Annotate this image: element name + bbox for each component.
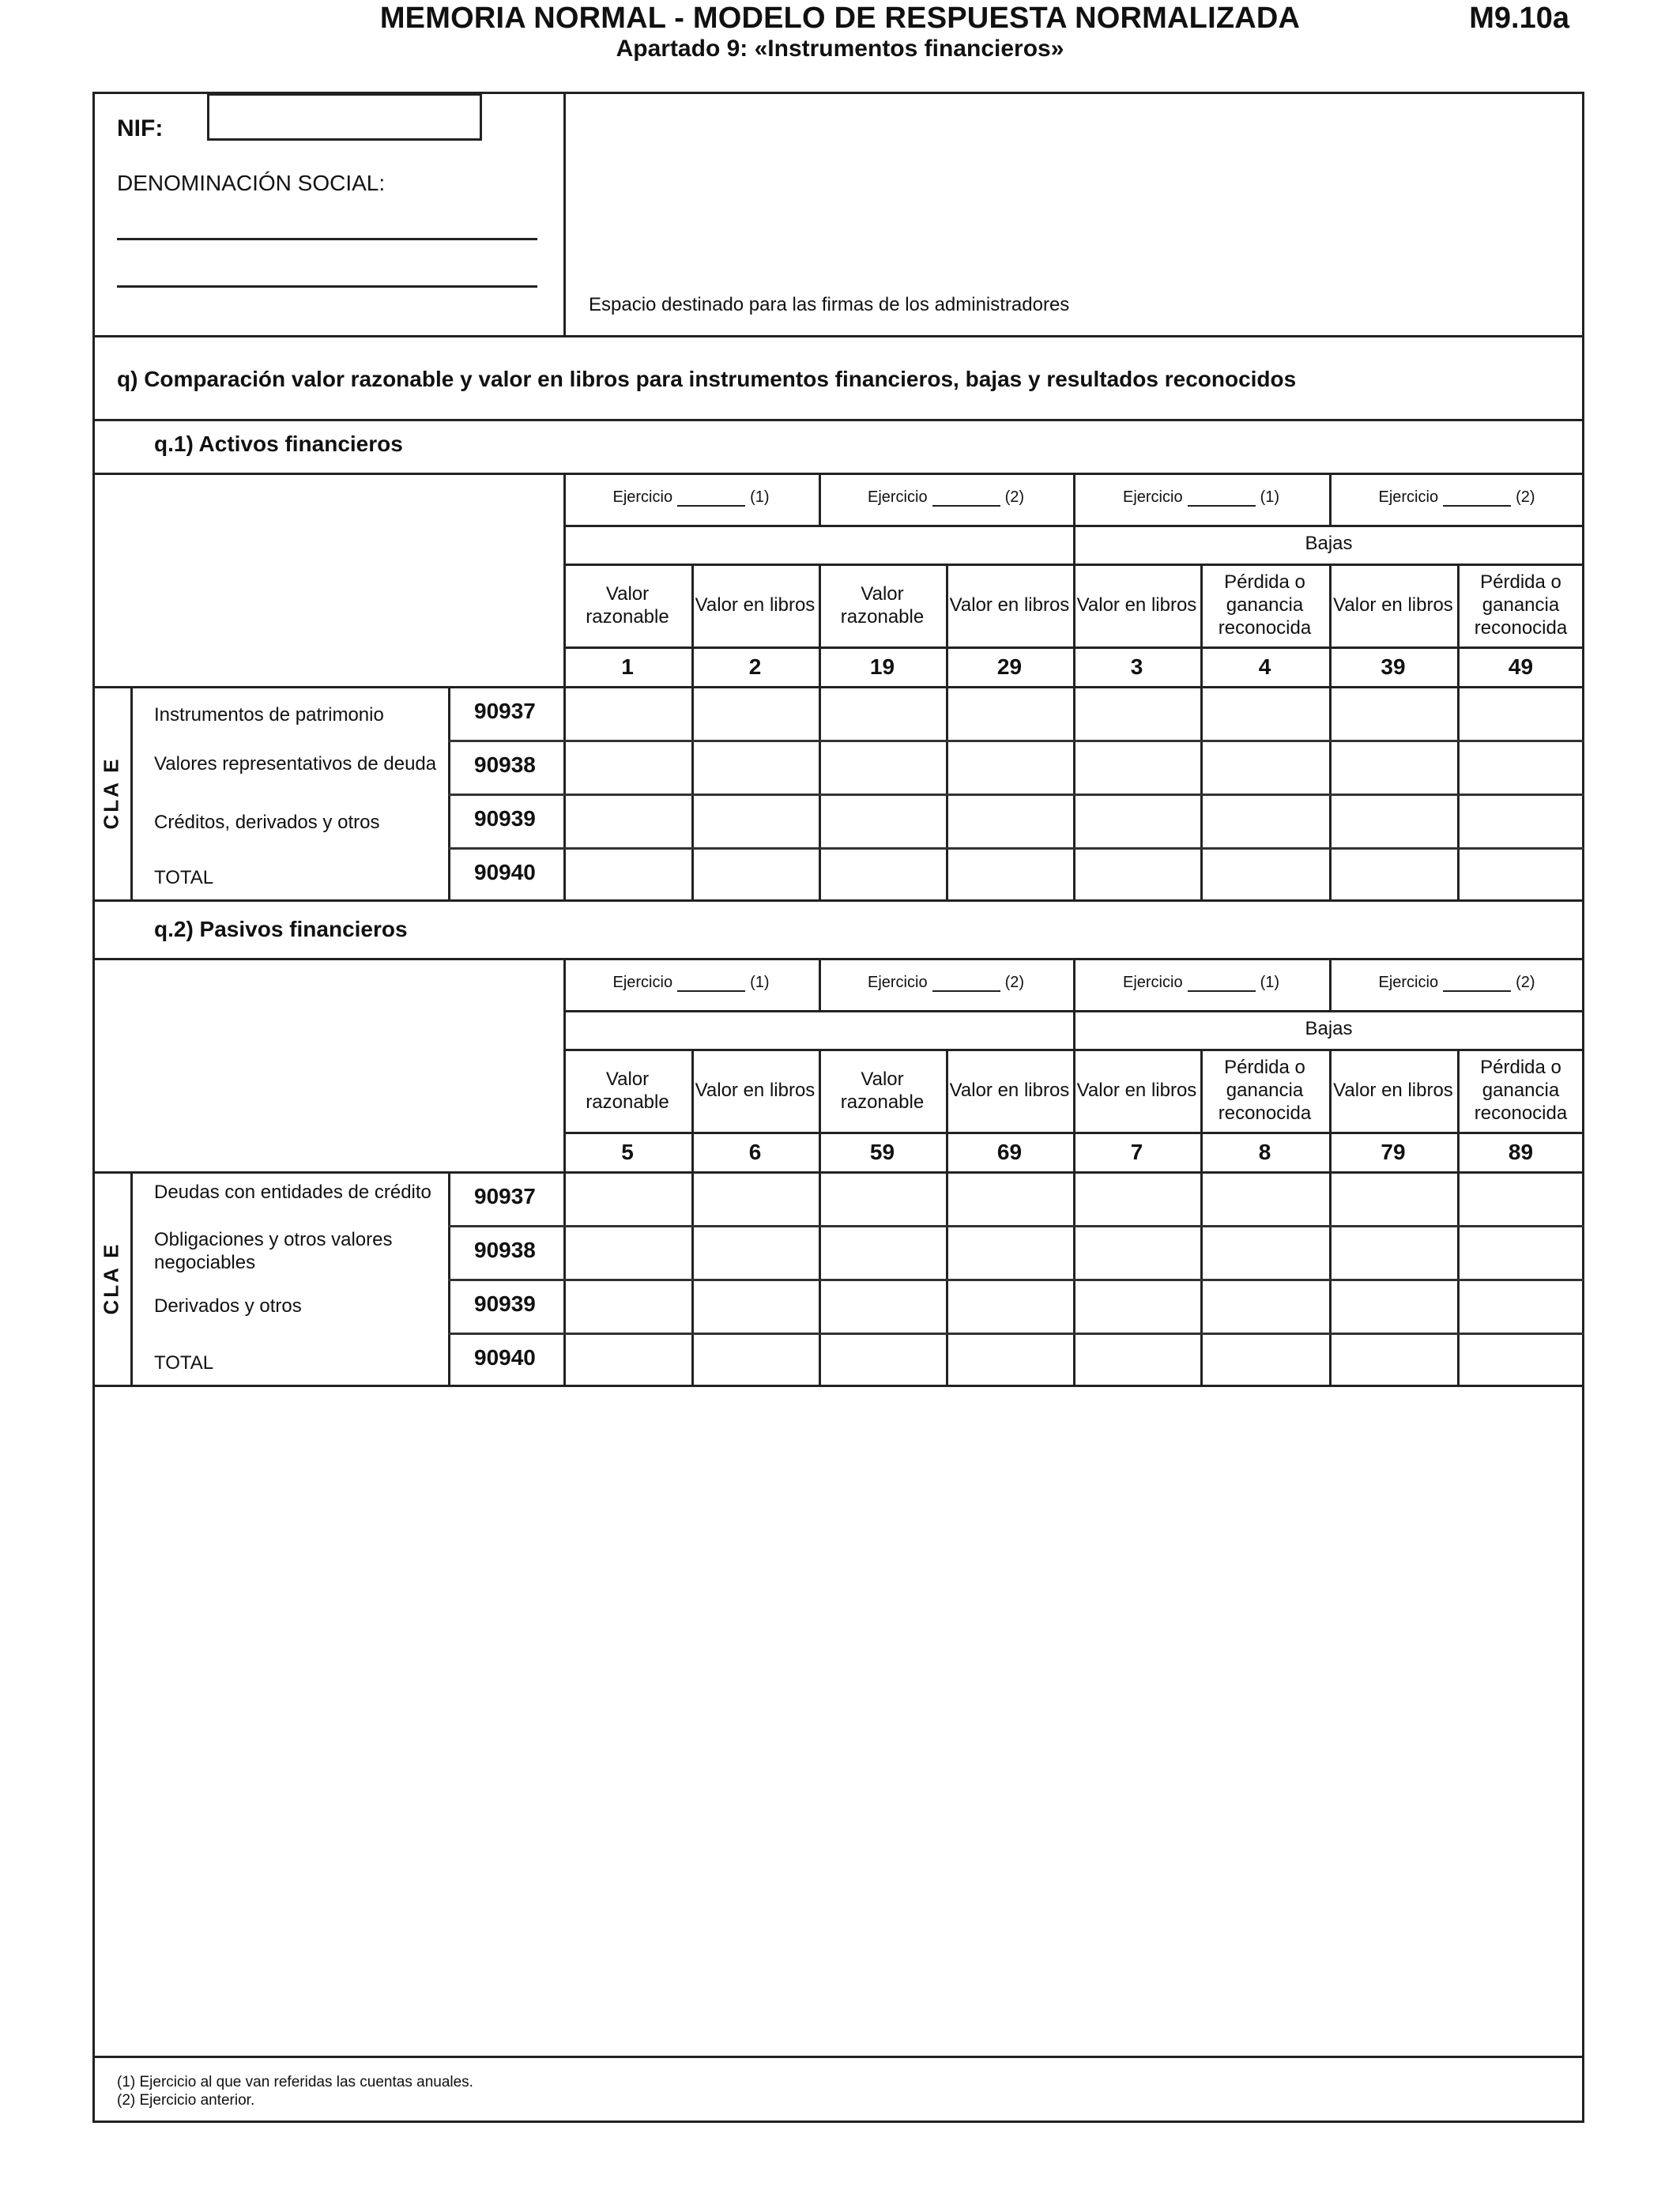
row-code: 90938	[474, 1238, 536, 1262]
amount-cell[interactable]	[1075, 796, 1198, 845]
amount-cell[interactable]	[1203, 1227, 1327, 1276]
row-code: 90940	[474, 1345, 536, 1370]
grid-line	[1073, 473, 1075, 525]
grid-line	[563, 647, 1584, 649]
column-code: 79	[1381, 1140, 1406, 1164]
grid-line	[563, 1132, 1584, 1134]
amount-cell[interactable]	[1075, 688, 1198, 737]
column-header: Valor razonable	[840, 582, 925, 628]
amount-cell[interactable]	[1203, 1281, 1327, 1330]
amount-cell[interactable]	[1332, 850, 1455, 899]
form-code: M9.10a	[1469, 2, 1569, 35]
amount-cell[interactable]	[948, 1174, 1071, 1223]
column-code: 7	[1130, 1140, 1143, 1164]
ejercicio-header-4	[1329, 488, 1584, 507]
amount-cell[interactable]	[1075, 1335, 1198, 1384]
amount-cell[interactable]	[694, 1227, 816, 1276]
divider	[92, 899, 1584, 902]
amount-cell[interactable]	[1075, 1174, 1198, 1223]
amount-cell[interactable]	[948, 850, 1071, 899]
column-header: Valor en libros	[1333, 594, 1453, 616]
pasivos-title: q.2) Pasivos financieros	[154, 917, 408, 941]
column-code: 19	[869, 654, 895, 679]
divider	[92, 473, 1584, 475]
amount-cell[interactable]	[694, 1174, 816, 1223]
footnote-1: (1) Ejercicio al que van referidas las cuentas anuales.	[117, 2074, 473, 2090]
ejercicio-note: (2)	[1004, 974, 1025, 991]
amount-cell[interactable]	[948, 1335, 1071, 1384]
row-label: Valores representativos de deuda	[154, 753, 437, 775]
footnote-2: (2) Ejercicio anterior.	[117, 2092, 255, 2109]
amount-cell[interactable]	[566, 1227, 689, 1276]
amount-cell[interactable]	[566, 1281, 689, 1330]
column-header: Valor en libros	[949, 594, 1070, 616]
grid-line	[130, 1171, 133, 1386]
column-code: 5	[621, 1140, 634, 1164]
amount-cell[interactable]	[1332, 1281, 1455, 1330]
amount-cell[interactable]	[566, 688, 689, 737]
amount-cell[interactable]	[694, 742, 816, 791]
amount-cell[interactable]	[821, 796, 944, 845]
column-header: Pérdida o ganancia reconocida	[1474, 571, 1568, 639]
amount-cell[interactable]	[1075, 850, 1198, 899]
column-code: 59	[869, 1140, 895, 1164]
divider	[92, 335, 1584, 337]
ejercicio-label: Ejercicio	[1122, 488, 1183, 506]
nif-label: NIF:	[117, 115, 164, 141]
column-code: 8	[1258, 1140, 1271, 1164]
amount-cell[interactable]	[1460, 796, 1582, 845]
ejercicio-year-field[interactable]	[932, 976, 1000, 992]
amount-cell[interactable]	[821, 1174, 944, 1223]
amount-cell[interactable]	[948, 1227, 1071, 1276]
amount-cell[interactable]	[1075, 742, 1198, 791]
grid-line	[1329, 958, 1332, 1010]
column-code: 89	[1508, 1140, 1534, 1164]
column-code: 69	[996, 1140, 1023, 1164]
amount-cell[interactable]	[566, 850, 689, 899]
amount-cell[interactable]	[1332, 796, 1455, 845]
amount-cell[interactable]	[1332, 742, 1455, 791]
free-text-area[interactable]	[95, 1387, 1582, 2055]
amount-cell[interactable]	[566, 742, 689, 791]
column-header: Valor en libros	[695, 1080, 816, 1101]
amount-cell[interactable]	[566, 1335, 689, 1384]
grid-line	[130, 686, 133, 901]
bajas-label: Bajas	[1305, 1018, 1353, 1039]
amount-cell[interactable]	[821, 850, 944, 899]
amount-cell[interactable]	[694, 796, 816, 845]
grid-line	[1329, 473, 1332, 525]
amount-cell[interactable]	[1332, 688, 1455, 737]
row-label: Instrumentos de patrimonio	[154, 704, 384, 726]
row-label: Deudas con entidades de crédito	[154, 1182, 431, 1203]
column-header: Valor en libros	[949, 1080, 1070, 1101]
amount-cell[interactable]	[1075, 1227, 1198, 1276]
column-header: Valor en libros	[695, 594, 816, 616]
ejercicio-note: (2)	[1516, 488, 1535, 506]
column-header: Valor razonable	[586, 1068, 669, 1113]
amount-cell[interactable]	[694, 688, 816, 737]
amount-cell[interactable]	[1332, 1174, 1455, 1223]
amount-cell[interactable]	[821, 1281, 944, 1330]
amount-cell[interactable]	[948, 1281, 1071, 1330]
ejercicio-year-field[interactable]	[677, 976, 745, 992]
column-code: 6	[748, 1140, 762, 1164]
ejercicio-header-3	[1073, 488, 1329, 507]
amount-cell[interactable]	[948, 796, 1071, 845]
grid-line	[1073, 958, 1075, 1010]
amount-cell[interactable]	[948, 742, 1071, 791]
form-title: MEMORIA NORMAL - MODELO DE RESPUESTA NORMALIZADA	[379, 2, 1301, 35]
amount-cell[interactable]	[1203, 1335, 1327, 1384]
ejercicio-note: (1)	[750, 974, 770, 991]
row-label: Obligaciones y otros valores negociables	[154, 1229, 393, 1273]
ejercicio-year-field[interactable]	[1188, 976, 1256, 992]
ejercicio-note: (2)	[1516, 974, 1535, 991]
ejercicio-label: Ejercicio	[1378, 488, 1439, 506]
ejercicio-note: (1)	[1260, 974, 1280, 991]
column-header: Pérdida o ganancia reconocida	[1218, 571, 1312, 639]
column-header: Valor razonable	[586, 582, 669, 628]
amount-cell[interactable]	[1203, 796, 1327, 845]
ejercicio-header-4	[1329, 974, 1584, 992]
ejercicio-note: (1)	[750, 488, 770, 506]
amount-cell[interactable]	[1203, 688, 1327, 737]
grid-line	[819, 958, 821, 1010]
column-code: 39	[1381, 654, 1406, 679]
ejercicio-year-field[interactable]	[932, 491, 1000, 507]
divider	[92, 419, 1584, 421]
side-label: CLA E	[99, 1242, 123, 1315]
column-header: Valor en libros	[1076, 594, 1197, 616]
row-code: 90939	[474, 806, 536, 831]
ejercicio-year-field[interactable]	[677, 491, 745, 507]
amount-cell[interactable]	[1075, 1281, 1198, 1330]
ejercicio-note: (2)	[1004, 488, 1025, 506]
ejercicio-year-field[interactable]	[1188, 491, 1256, 507]
section-title: q) Comparación valor razonable y valor en libros para instrumentos financieros, bajas y resultados reconocidos	[117, 367, 1297, 391]
grid-line	[448, 740, 1584, 742]
amount-cell[interactable]	[821, 1227, 944, 1276]
column-code: 29	[996, 654, 1023, 679]
row-label: TOTAL	[154, 1352, 214, 1374]
column-code: 3	[1130, 654, 1143, 679]
column-header: Pérdida o ganancia reconocida	[1218, 1057, 1312, 1124]
amount-cell[interactable]	[821, 688, 944, 737]
column-header: Valor en libros	[1333, 1080, 1453, 1101]
column-code: 2	[748, 654, 762, 679]
amount-cell[interactable]	[1203, 850, 1327, 899]
ejercicio-header-3	[1073, 974, 1329, 992]
amount-cell[interactable]	[821, 1335, 944, 1384]
ejercicio-label: Ejercicio	[1122, 974, 1183, 991]
signature-area[interactable]	[566, 94, 1582, 335]
form-header	[0, 2, 1680, 62]
ejercicio-label: Ejercicio	[867, 488, 928, 506]
ejercicio-year-field[interactable]	[1443, 491, 1511, 507]
nif-field[interactable]	[207, 93, 482, 141]
row-code: 90937	[474, 699, 536, 723]
amount-cell[interactable]	[1460, 1227, 1582, 1276]
divider	[92, 958, 1584, 960]
signature-area-label: Espacio destinado para las firmas de los administradores	[589, 294, 1070, 315]
ejercicio-label: Ejercicio	[612, 488, 673, 506]
amount-cell[interactable]	[1460, 1281, 1582, 1330]
ejercicio-header-2	[819, 974, 1073, 992]
activos-title: q.1) Activos financieros	[154, 432, 403, 456]
amount-cell[interactable]	[1460, 742, 1582, 791]
amount-cell[interactable]	[1460, 1335, 1582, 1384]
form-subtitle: Apartado 9: «Instrumentos financieros»	[616, 36, 1064, 62]
side-label: CLA E	[99, 756, 123, 830]
ejercicio-year-field[interactable]	[1443, 976, 1511, 992]
amount-cell[interactable]	[566, 796, 689, 845]
ejercicio-label: Ejercicio	[612, 974, 673, 991]
ejercicio-note: (1)	[1260, 488, 1280, 506]
column-header: Valor razonable	[840, 1068, 925, 1113]
row-code: 90940	[474, 860, 536, 884]
amount-cell[interactable]	[1460, 1174, 1582, 1223]
denominacion-line-2[interactable]	[117, 285, 537, 288]
denominacion-label: DENOMINACIÓN SOCIAL:	[117, 171, 386, 195]
amount-cell[interactable]	[948, 688, 1071, 737]
amount-cell[interactable]	[566, 1174, 689, 1223]
grid-line	[448, 1279, 1584, 1281]
amount-cell[interactable]	[1332, 1227, 1455, 1276]
divider	[92, 2056, 1584, 2058]
ejercicio-header-1	[563, 488, 819, 507]
grid-line	[448, 1333, 1584, 1335]
grid-line	[448, 847, 1584, 850]
amount-cell[interactable]	[1203, 742, 1327, 791]
grid-line	[819, 473, 821, 525]
column-header: Pérdida o ganancia reconocida	[1474, 1057, 1568, 1124]
row-code: 90939	[474, 1291, 536, 1316]
amount-cell[interactable]	[821, 742, 944, 791]
ejercicio-header-1	[563, 974, 819, 992]
bajas-label: Bajas	[1305, 533, 1353, 554]
amount-cell[interactable]	[694, 850, 816, 899]
amount-cell[interactable]	[1203, 1174, 1327, 1223]
amount-cell[interactable]	[1332, 1335, 1455, 1384]
grid-line	[448, 1225, 1584, 1227]
column-code: 1	[621, 654, 634, 679]
amount-cell[interactable]	[694, 1281, 816, 1330]
grid-line	[448, 794, 1584, 796]
row-label: Derivados y otros	[154, 1295, 302, 1317]
ejercicio-header-2	[819, 488, 1073, 507]
column-code: 49	[1508, 654, 1534, 679]
denominacion-line-1[interactable]	[117, 238, 537, 240]
amount-cell[interactable]	[1460, 850, 1582, 899]
row-label: TOTAL	[154, 867, 214, 888]
amount-cell[interactable]	[1460, 688, 1582, 737]
column-header: Valor en libros	[1076, 1080, 1197, 1101]
column-code: 4	[1258, 654, 1271, 679]
row-code: 90938	[474, 752, 536, 777]
ejercicio-label: Ejercicio	[867, 974, 928, 991]
row-code: 90937	[474, 1184, 536, 1208]
ejercicio-label: Ejercicio	[1378, 974, 1439, 991]
amount-cell[interactable]	[694, 1335, 816, 1384]
row-label: Créditos, derivados y otros	[154, 812, 380, 833]
